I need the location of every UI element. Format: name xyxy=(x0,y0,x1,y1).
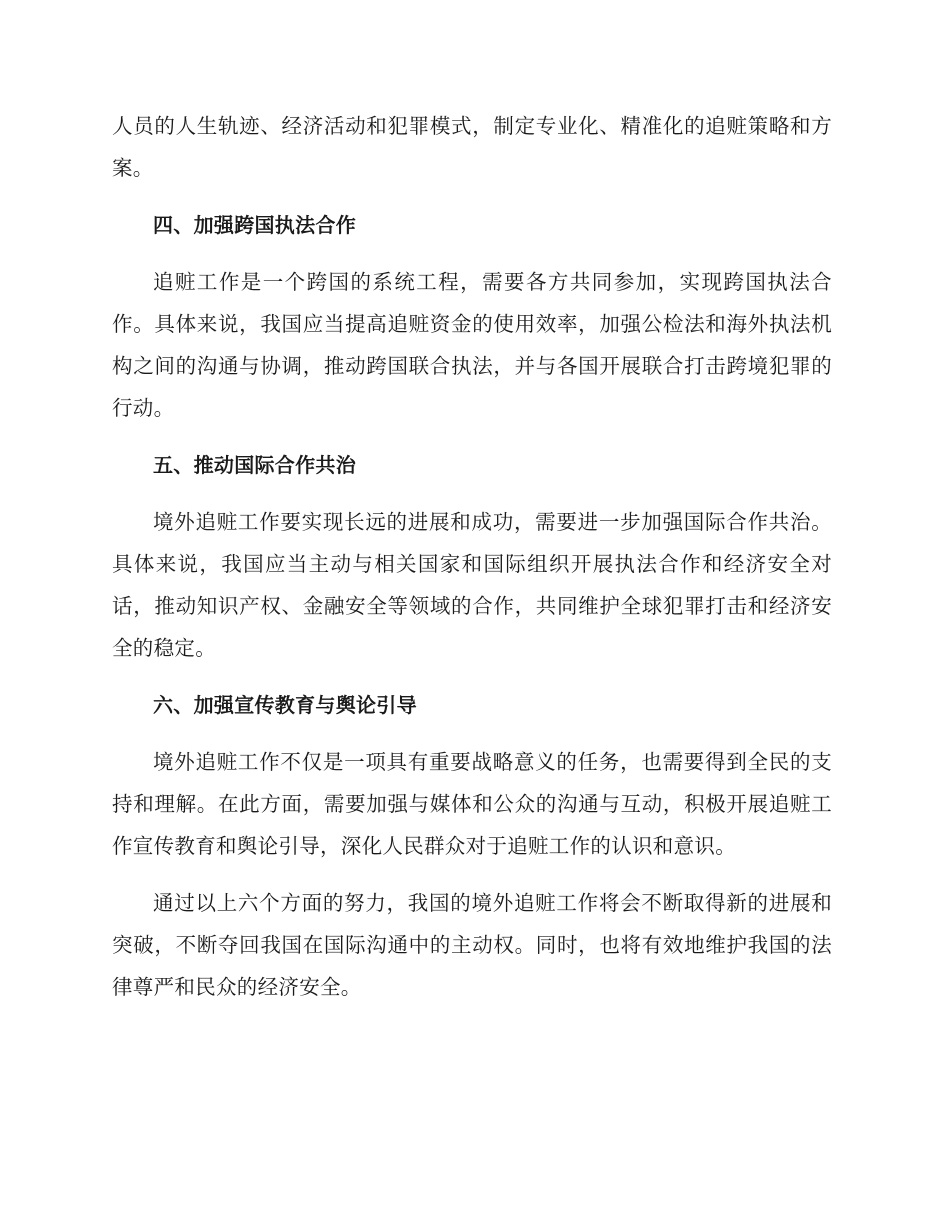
paragraph-section-6: 境外追赃工作不仅是一项具有重要战略意义的任务，也需要得到全民的支持和理解。在此方面，需要加强与媒体和公众的沟通与互动，积极开展追赃工作宣传教育和舆论引导，深化人民群众对于追赃工作的认识和意识。 xyxy=(112,750,832,858)
paragraph-section-5: 境外追赃工作要实现长远的进展和成功，需要进一步加强国际合作共治。具体来说，我国应当主动与相关国家和国际组织开展执法合作和经济安全对话，推动知识产权、金融安全等领域的合作，共同维护全球犯罪打击和经济安全的稳定。 xyxy=(112,510,832,660)
paragraph-section-4: 追赃工作是一个跨国的系统工程，需要各方共同参加，实现跨国执法合作。具体来说，我国应当提高追赃资金的使用效率，加强公检法和海外执法机构之间的沟通与协调，推动跨国联合执法，并与各国开展联合打击跨境犯罪的行动。 xyxy=(112,270,832,420)
paragraph-conclusion: 通过以上六个方面的努力，我国的境外追赃工作将会不断取得新的进展和突破，不断夺回我国在国际沟通中的主动权。同时，也将有效地维护我国的法律尊严和民众的经济安全。 xyxy=(112,891,832,999)
section-heading-4: 四、加强跨国执法合作 xyxy=(153,213,356,237)
document-page xyxy=(112,105,832,1023)
paragraph-continued: 人员的人生轨迹、经济活动和犯罪模式，制定专业化、精准化的追赃策略和方案。 xyxy=(112,114,832,180)
section-heading-5: 五、推动国际合作共治 xyxy=(153,453,356,477)
section-heading-6: 六、加强宣传教育与舆论引导 xyxy=(153,693,417,717)
